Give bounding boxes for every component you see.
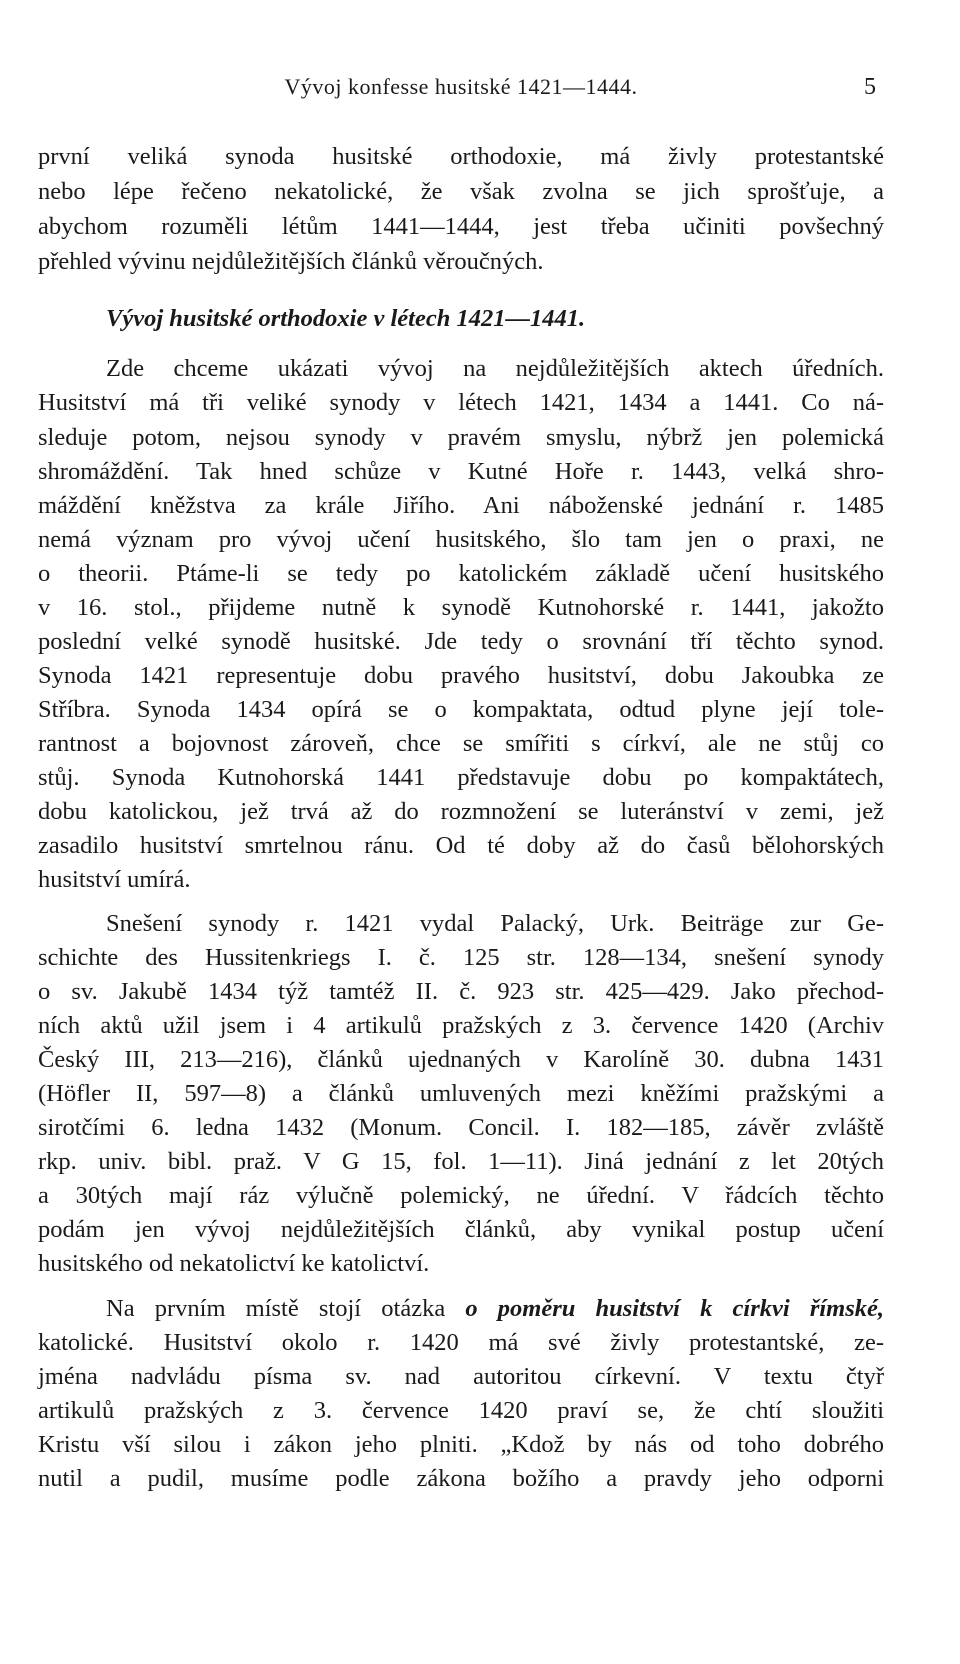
text-line [38, 1292, 884, 1326]
text-line: Zde chceme ukázati vývoj na nejdůležitějších aktech úředních. [106, 355, 884, 382]
text-line: podám jen vývoj nejdůležitějších článků, aby vynikal postup učení [38, 1216, 884, 1243]
text-line: v 16. stol., přijdeme nutně k synodě Kutnohorské r. 1441, jakožto [38, 594, 884, 621]
page-number: 5 [864, 74, 876, 100]
text-line: rantnost a bojovnost zároveň, chce se smířiti s církví, ale ne stůj co [38, 730, 884, 757]
text-line: Český III, 213—216), článků ujednaných v Karolíně 30. dubna 1431 [38, 1046, 884, 1073]
text-line: o theorii. Ptáme-li se tedy po katolickém základě učení husitského [38, 560, 884, 587]
text-line: nemá význam pro vývoj učení husitského, šlo tam jen o praxi, ne [38, 526, 884, 553]
text-line: husitství umírá. [38, 866, 191, 893]
text-line: rkp. univ. bibl. praž. V G 15, fol. 1—11). Jiná jednání z let 20tých [38, 1148, 884, 1175]
text-line: poslední velké synodě husitské. Jde tedy o srovnání tří těchto synod. [38, 628, 884, 655]
text-line: (Höfler II, 597—8) a článků umluvených mezi kněžími pražskými a [38, 1080, 884, 1107]
text-line: katolické. Husitství okolo r. 1420 má své živly protestantské, ze- [38, 1329, 884, 1356]
section-heading: Vývoj husitské orthodoxie v létech 1421—1441. [106, 305, 586, 332]
italic-phrase: o poměru husitství k církvi římské, [465, 1295, 884, 1322]
text-line: abychom rozuměli létům 1441—1444, jest třeba učiniti povšechný [38, 213, 884, 240]
text-line: nebo lépe řečeno nekatolické, že však zvolna se jich sprošťuje, a [38, 178, 884, 205]
text-line: a 30tých mají ráz výlučně polemický, ne úřední. V řádcích těchto [38, 1182, 884, 1209]
text-line: Kristu vší silou i zákon jeho plniti. „Kdož by nás od toho dobrého [38, 1431, 884, 1458]
text-line: nutil a pudil, musíme podle zákona božího a pravdy jeho odporni [38, 1465, 884, 1492]
text-line: Synoda 1421 representuje dobu pravého husitství, dobu Jakoubka ze [38, 662, 884, 689]
text-line: jména nadvládu písma sv. nad autoritou církevní. V textu čtyř [38, 1363, 884, 1390]
text-line: máždění kněžstva za krále Jiřího. Ani náboženské jednání r. 1485 [38, 492, 884, 519]
text-line: přehled vývinu nejdůležitějších článků věroučných. [38, 248, 544, 275]
text-line: shromáždění. Tak hned schůze v Kutné Hoře r. 1443, velká shro- [38, 458, 884, 485]
running-title: Vývoj konfesse husitské 1421—1444. [284, 74, 638, 99]
text-line: Snešení synody r. 1421 vydal Palacký, Urk. Beiträge zur Ge- [106, 910, 884, 937]
text-line: artikulů pražských z 3. července 1420 praví se, že chtí sloužiti [38, 1397, 884, 1424]
page-header [38, 74, 884, 108]
text-line: Stříbra. Synoda 1434 opírá se o kompaktata, odtud plyne její tole- [38, 696, 884, 723]
text-line: zasadilo husitství smrtelnou ránu. Od té doby až do časů bělohorských [38, 832, 884, 859]
text-line: Husitství má tři veliké synody v létech 1421, 1434 a 1441. Co ná- [38, 389, 884, 416]
text-run: Na prvním místě stojí otázka [106, 1295, 466, 1322]
text-line: sirotčími 6. ledna 1432 (Monum. Concil. I. 182—185, závěr zvláště [38, 1114, 884, 1141]
text-line: schichte des Hussitenkriegs I. č. 125 str. 128—134, snešení synody [38, 944, 884, 971]
text-line: husitského od nekatolictví ke katolictví. [38, 1250, 430, 1277]
text-line: ních aktů užil jsem i 4 artikulů pražských z 3. července 1420 (Archiv [38, 1012, 884, 1039]
text-line: stůj. Synoda Kutnohorská 1441 představuje dobu po kompaktátech, [38, 764, 884, 791]
text-line: o sv. Jakubě 1434 týž tamtéž II. č. 923 str. 425—429. Jako přechod- [38, 978, 884, 1005]
text-line: dobu katolickou, jež trvá až do rozmnožení se luteránství v zemi, jež [38, 798, 884, 825]
text-line: sleduje potom, nejsou synody v pravém smyslu, nýbrž jen polemická [38, 424, 884, 451]
text-line: první veliká synoda husitské orthodoxie, má živly protestantské [38, 143, 884, 170]
